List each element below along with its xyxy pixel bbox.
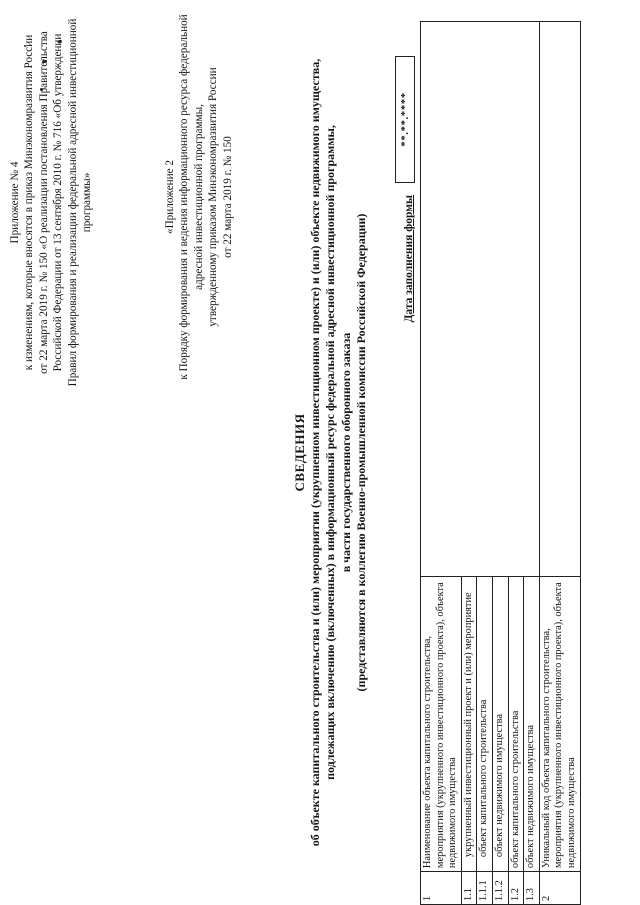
table-row (421, 22, 462, 905)
row-value-cell[interactable] (539, 22, 580, 577)
appendix-2-line: адресной инвестиционной программы, (192, 104, 205, 290)
row-number: 1.1.1 (477, 872, 493, 905)
row-text: объект капитального строительства (508, 577, 524, 872)
appendix-4-line: программы» (81, 172, 94, 233)
row-text: Наименование объекта капитального строительства, мероприятия (укрупненного инвестиционного проекта), объекта недвижимого имущества (421, 577, 462, 872)
form-table (420, 21, 581, 905)
appendix-2-block (163, 0, 235, 407)
row-number: 1.3 (524, 872, 540, 905)
appendix-4-line: Приложение № 4 (9, 161, 21, 244)
row-value-cell[interactable] (421, 22, 540, 577)
appendix-2-line: утвержденному приказом Минэкономразвития России (207, 67, 220, 327)
appendix-4-line: к изменениям, которые вносятся в приказ Минэкономразвития России (23, 34, 36, 371)
row-number: 1.1.2 (492, 872, 508, 905)
title-line: в части государственного оборонного заказа (338, 332, 353, 573)
title-line: об объекте капитального строительства и (или) мероприятии (укрупненном инвестиционном проекте) и (или) объекте недвижимого имущества, (308, 58, 323, 847)
row-text: объект недвижимого имущества (492, 577, 508, 872)
row-number: 1.2 (508, 872, 524, 905)
row-text: объект капитального строительства (477, 577, 493, 872)
appendix-2-line: «Приложение 2 (164, 159, 176, 235)
date-field (393, 0, 415, 400)
row-text: Уникальный код объекта капитального строительства, мероприятия (укрупненного инвестиционного проекта), объекта недвижимого имущества (539, 577, 580, 872)
date-label: Дата заполнения формы (403, 195, 415, 323)
row-text: укрупненный инвестиционный проект и (или) мероприятие (461, 577, 477, 872)
appendix-4-block (8, 5, 94, 400)
appendix-4-line: Российской Федерации от 13 сентября 2010 г. № 716 «Об утверждении (52, 33, 65, 372)
appendix-4-line: от 22 марта 2019 г. № 150 «О реализации постановления Правительства (37, 31, 50, 374)
appendix-4-line: Правил формирования и реализации федеральной адресной инвестиционной (66, 18, 79, 387)
appendix-2-line: к Порядку формирования и ведения информационного ресурса федеральной (178, 14, 191, 380)
title-heading: СВЕДЕНИЯ (292, 413, 307, 492)
row-number: 1.1 (461, 872, 477, 905)
title-line: (представляются в коллегию Военно-промышленной комиссии Российской Федерации) (353, 213, 368, 692)
row-number: 2 (539, 872, 580, 905)
row-number: 1 (421, 872, 462, 905)
row-text: объект недвижимого имущества (524, 577, 540, 872)
appendix-2-line: от 22 марта 2019 г. № 150 (221, 136, 234, 258)
table-row (539, 22, 580, 905)
title-line: подлежащих включению (включенных) в информационный ресурс федеральной адресной инвестиционной программы, (323, 125, 338, 780)
date-value-box[interactable]: **.**.**** (395, 56, 415, 183)
document-title (292, 0, 369, 905)
